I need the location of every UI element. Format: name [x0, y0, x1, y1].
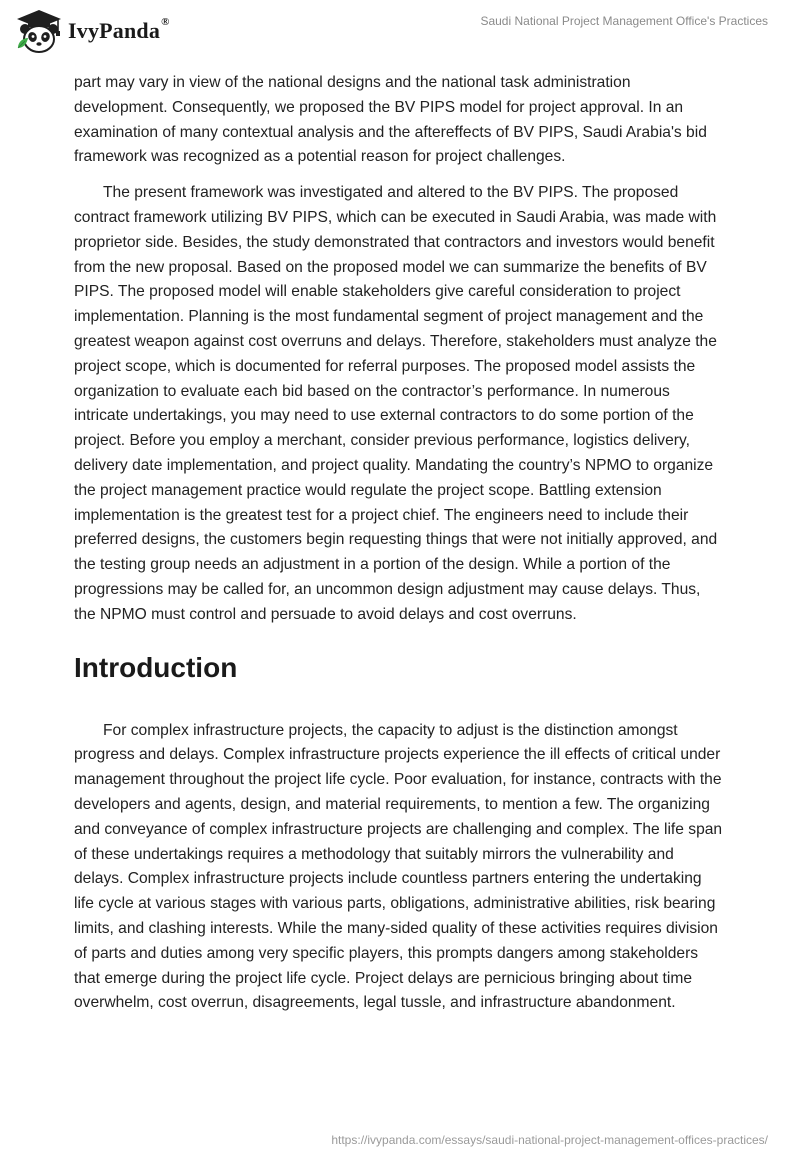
essay-body	[74, 71, 724, 1027]
document-title: Saudi National Project Management Office's Practices	[480, 14, 768, 28]
section-heading: Introduction	[74, 651, 238, 683]
source-url[interactable]: https://ivypanda.com/essays/saudi-national-project-management-offices-practices/	[331, 1133, 768, 1147]
paragraph: For complex infrastructure projects, the capacity to adjust is the distinction amongst progress and delays. Complex infrastructure projects experience the ill effects of critical under management throughout the project life cycle. Poor evaluation, for instance, contracts with the developers and agents, design, and material requirements, to mention a few. The organizing and conveyance of complex infrastructure projects are challenging and complex. The life span of these undertakings requires a methodology that suitably mirrors the vulnerability and delays. Complex infrastructure projects include countless partners entering the undertaking life cycle at various stages with various parts, obligations, administrative abilities, risk bearing limits, and clashing interests. While the many-sided quality of these activities requires division of parts and duties among very specific players, this prompts dangers among stakeholders that emerge during the project life cycle. Project delays are pernicious bringing about time overwhelm, cost overrun, disagreements, legal tussle, and infrastructure abandonment.	[74, 721, 723, 1012]
paragraph: The present framework was investigated and altered to the BV PIPS. The proposed contract framework utilizing BV PIPS, which can be executed in Saudi Arabia, was made with proprietor side. Besides, the study demonstrated that contractors and investors would benefit from the new proposal. Based on the proposed model we can summarize the benefits of BV PIPS. The proposed model will enable stakeholders give careful consideration to project implementation. Planning is the most fundamental segment of project management and the greatest weapon against cost overruns and delays. Therefore, stakeholders must analyze the project scope, which is documented for referral purposes. The proposed model assists the organization to evaluate each bid based on the contractor’s performance. In numerous intricate undertakings, you may need to use external contractors to do some portion of the project. Before you employ a merchant, consider previous performance, logistics delivery, delivery date implementation, and project quality. Mandating the country’s NPMO to organize the project management practice would regulate the project scope. Battling extension implementation is the greatest test for a project chief. The engineers need to include their preferred designs, the customers begin requesting things that were not initially approved, and the testing group needs an adjustment in a portion of the design. While a portion of the progressions may be called for, an uncommon design adjustment may cause delays. Thus, the NPMO must control and persuade to avoid delays and cost overruns.	[74, 184, 718, 623]
panda-graduate-icon	[14, 8, 64, 54]
brand-name: IvyPanda®	[68, 16, 170, 43]
paragraph: part may vary in view of the national designs and the national task administration development. Consequently, we proposed the BV PIPS model for project approval. In an examination of many contextual analysis and the aftereffects of BV PIPS, Saudi Arabia's bid framework was recognized as a potential reason for project challenges.	[74, 74, 707, 166]
page-header	[0, 0, 800, 66]
ivypanda-logo[interactable]	[14, 8, 170, 54]
